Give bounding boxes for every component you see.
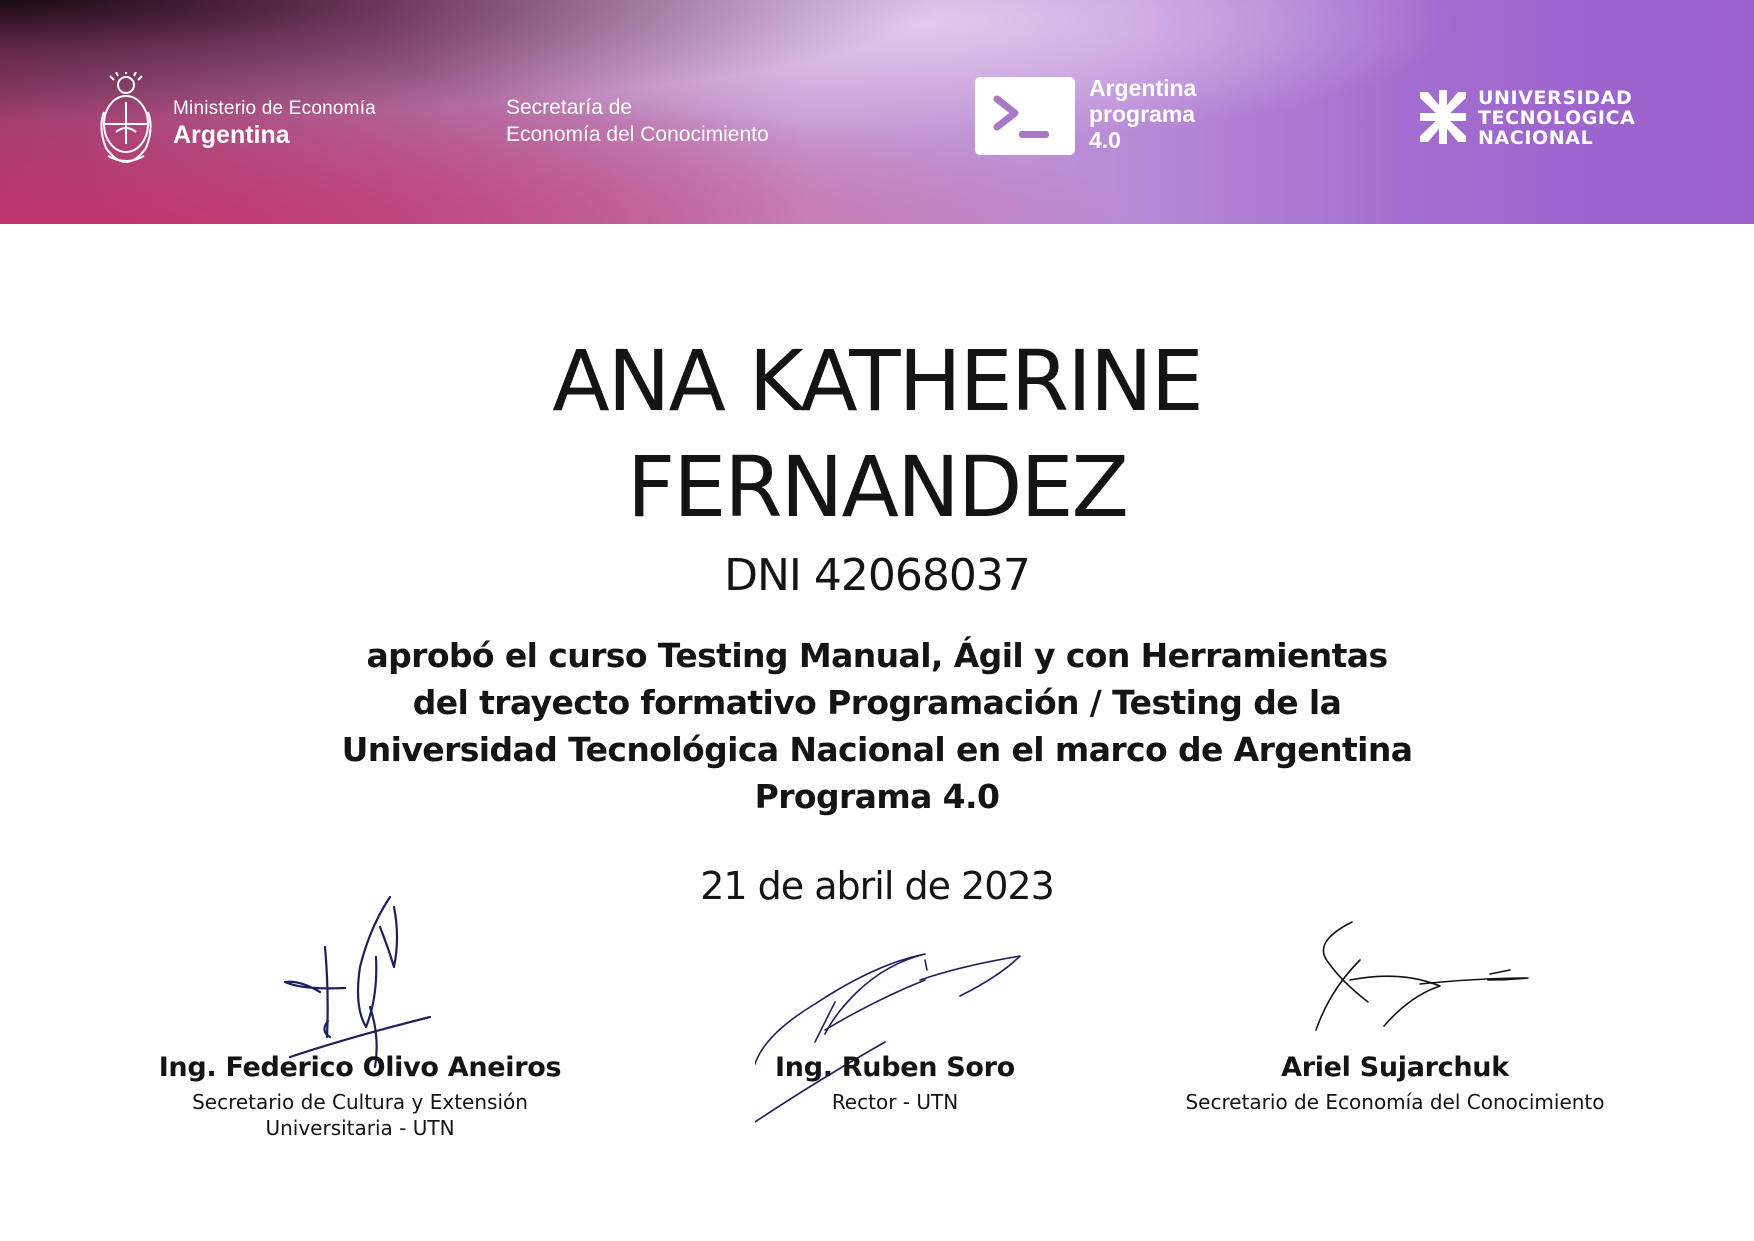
signer-title-line2: Universitaria - UTN [265, 1116, 455, 1140]
utn-logo [1420, 88, 1660, 148]
utn-line1: UNIVERSIDAD [1478, 87, 1633, 109]
signer-name: Ariel Sujarchuk [1281, 1052, 1509, 1083]
recipient-name-line1: ANA KATHERINE [552, 332, 1202, 430]
signer-title-line1: Secretario de Cultura y Extensión [192, 1090, 528, 1114]
utn-emblem-icon [1420, 90, 1466, 144]
ap-line1: Argentina [1089, 75, 1197, 101]
signer-name: Ing. Ruben Soro [775, 1052, 1015, 1083]
course-line4: Programa 4.0 [754, 777, 1000, 816]
secretaria-logo [506, 94, 769, 148]
course-line3: Universidad Tecnológica Nacional en el marco de Argentina [341, 730, 1413, 769]
utn-line3: NACIONAL [1478, 127, 1594, 149]
signature-block-soro [695, 1052, 1095, 1115]
course-line2: del trayecto formativo Programación / Testing de la [412, 683, 1342, 722]
course-statement [327, 632, 1427, 820]
utn-line2: TECNOLOGICA [1478, 107, 1636, 129]
handwritten-signature-sujarchuk [1290, 920, 1540, 1040]
course-line1: aprobó el curso Testing Manual, Ágil y con Herramientas [366, 636, 1388, 675]
recipient-dni: DNI 42068037 [724, 550, 1030, 601]
signer-name: Ing. Federico Olivo Aneiros [158, 1052, 562, 1083]
header-banner [0, 0, 1754, 224]
ap-line2: programa [1089, 101, 1196, 127]
terminal-prompt-icon [975, 77, 1075, 155]
secretaria-line2: Economía del Conocimiento [506, 123, 769, 146]
secretaria-line1: Secretaría de [506, 96, 633, 119]
ministerio-line1: Ministerio de Economía [173, 98, 376, 119]
ap-line3: 4.0 [1089, 127, 1121, 153]
ministerio-line2: Argentina [173, 121, 290, 149]
signature-block-olivo [140, 1052, 580, 1141]
recipient-name [377, 328, 1377, 540]
signature-block-sujarchuk [1170, 1052, 1620, 1115]
signer-title-line1: Rector - UTN [831, 1090, 959, 1114]
signer-title-line1: Secretario de Economía del Conocimiento [1185, 1090, 1605, 1114]
argentina-programa-logo [975, 75, 1235, 159]
ministerio-economia-logo [98, 72, 398, 164]
escudo-nacional-icon [98, 72, 154, 164]
issue-date: 21 de abril de 2023 [700, 864, 1054, 908]
recipient-name-line2: FERNANDEZ [626, 438, 1128, 536]
